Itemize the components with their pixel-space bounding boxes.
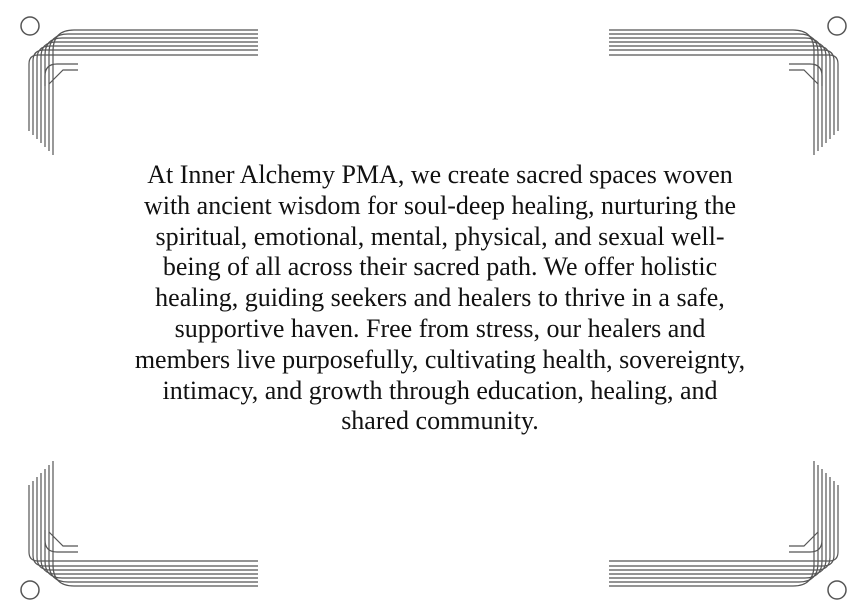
- mission-statement: At Inner Alchemy PMA, we create sacred spaces woven with ancient wisdom for soul-deep healing, nurturing the spiritual, emotional, mental, physical, and sexual well- being of all across their sacred path. We offer holistic healing, guiding seekers and healers to thrive in a safe, supportive haven. Free from stress, our healers and members live purposefully, cultivating health, sovereignty, intimacy, and growth through education, healing, and shared community.: [134, 160, 746, 436]
- circle-icon: [828, 17, 846, 35]
- circle-icon: [21, 17, 39, 35]
- bottom-left-corner-ornament-icon: [18, 452, 258, 602]
- circle-icon: [828, 581, 846, 599]
- circle-icon: [21, 581, 39, 599]
- top-left-corner-ornament-icon: [18, 14, 258, 164]
- top-right-corner-ornament-icon: [609, 14, 849, 164]
- bottom-right-corner-ornament-icon: [609, 452, 849, 602]
